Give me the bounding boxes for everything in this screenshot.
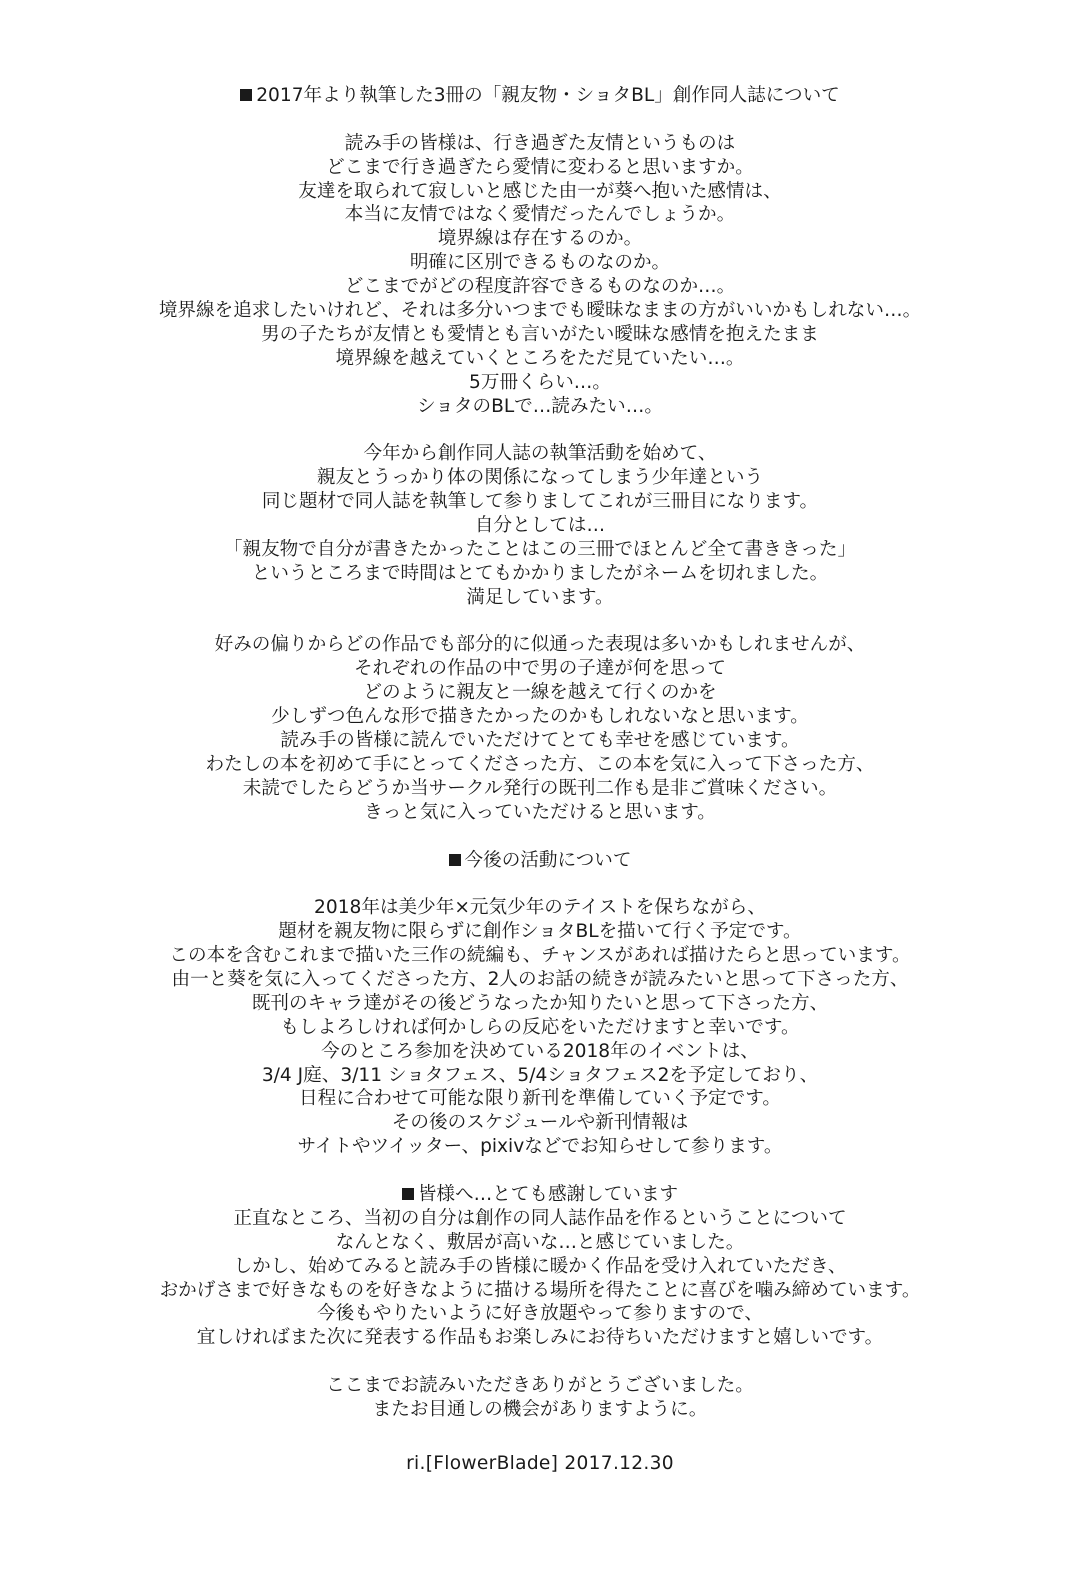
paragraph — [0, 132, 1080, 419]
text-line: 親友とうっかり体の関係になってしまう少年達という — [316, 467, 764, 489]
text-line: 正直なところ、当初の自分は創作の同人誌作品を作るということについて — [233, 1207, 847, 1229]
text-line: 自分としては… — [474, 515, 606, 537]
text-line: きっと気に入っていただけると思います。 — [364, 801, 716, 823]
section-heading — [0, 849, 1080, 873]
text-line: わたしの本を初めて手にとってくださった方、この本を気に入って下さった方、 — [205, 753, 875, 775]
text-line: 「親友物で自分が書きたかったことはこの三冊でほとんど全て書ききった」 — [223, 538, 857, 560]
text-line: 男の子たちが友情とも愛情とも言いがたい曖昧な感情を抱えたまま — [261, 323, 819, 345]
text-line: 今年から創作同人誌の執筆活動を始めて、 — [363, 443, 717, 465]
section-heading — [0, 84, 1080, 108]
text-line: 友達を取られて寂しいと感じた由一が葵へ抱いた感情は、 — [298, 180, 782, 202]
text-line: ここまでお読みいただきありがとうございました。 — [326, 1375, 754, 1397]
text-line: サイトやツイッター、pixivなどでお知らせして参ります。 — [297, 1136, 783, 1158]
text-line: どこまでがどの程度許容できるものなのか…。 — [344, 276, 736, 298]
text-line: 未読でしたらどうか当サークル発行の既刊二作も是非ご賞味ください。 — [242, 777, 838, 799]
text-line: しかし、始めてみると読み手の皆様に暖かく作品を受け入れていただき、 — [233, 1255, 847, 1277]
section-heading — [0, 1183, 1080, 1207]
square-bullet-icon — [240, 89, 252, 101]
section-heading-text: 今後の活動について — [464, 849, 632, 871]
heading-gap — [0, 108, 1080, 132]
signature-gap — [0, 1422, 1080, 1446]
square-bullet-icon — [449, 854, 461, 866]
text-line: またお目通しの機会がありますように。 — [372, 1398, 708, 1420]
text-line: 本当に友情ではなく愛情だったんでしょうか。 — [344, 204, 736, 226]
text-line: 今後もやりたいように好き放題やって参りますので、 — [317, 1303, 763, 1325]
text-line: 少しずつ色んな形で描きたかったのかもしれないなと思います。 — [271, 706, 809, 728]
signature: ri.[FlowerBlade] 2017.12.30 — [406, 1452, 674, 1474]
paragraph — [0, 633, 1080, 824]
text-line: 読み手の皆様に読んでいただけてとても幸せを感じています。 — [280, 730, 800, 752]
paragraph-gap — [0, 418, 1080, 442]
text-line: 2018年は美少年×元気少年のテイストを保ちながら、 — [314, 897, 766, 919]
section-gap — [0, 1159, 1080, 1183]
section-gap — [0, 825, 1080, 849]
text-line: 日程に合わせて可能な限り新刊を準備していく予定です。 — [299, 1088, 781, 1110]
text-line: 5万冊くらい…。 — [469, 371, 611, 393]
text-line: この本を含むこれまで描いた三作の続編も、チャンスがあれば描けたらと思っています。 — [169, 945, 911, 967]
paragraph — [0, 1207, 1080, 1350]
paragraph — [0, 896, 1080, 1159]
text-line: おかげさまで好きなものを好きなように描ける場所を得たことに喜びを噛み締めています。 — [159, 1279, 921, 1301]
paragraph-gap — [0, 1350, 1080, 1374]
paragraph — [0, 442, 1080, 609]
section-heading-text: 2017年より執筆した3冊の「親友物・ショタBL」創作同人誌について — [256, 85, 840, 106]
text-line: その後のスケジュールや新刊情報は — [391, 1112, 689, 1134]
text-line: それぞれの作品の中で男の子達が何を思って — [354, 658, 726, 680]
text-line: ショタのBLで…読みたい…。 — [417, 395, 663, 417]
text-line: 境界線を越えていくところをただ見ていたい…。 — [335, 347, 745, 369]
text-line: 由一と葵を気に入ってくださった方、2人のお話の続きが読みたいと思って下さった方、 — [171, 968, 909, 990]
text-line: 満足しています。 — [466, 586, 614, 608]
afterword-body — [0, 84, 1080, 1446]
text-line: どのように親友と一線を越えて行くのかを — [363, 682, 717, 704]
heading-gap — [0, 872, 1080, 896]
text-line: 宜しければまた次に発表する作品もお楽しみにお待ちいただけますと嬉しいです。 — [196, 1327, 884, 1349]
text-line: 境界線は存在するのか。 — [437, 228, 643, 250]
text-line: 今のところ参加を決めている2018年のイベントは、 — [321, 1040, 759, 1062]
text-line: どこまで行き過ぎたら愛情に変わると思いますか。 — [326, 156, 754, 178]
text-line: なんとなく、敷居が高いな…と感じていました。 — [335, 1231, 745, 1253]
text-line: 境界線を追求したいけれど、それは多分いつまでも曖昧なままの方がいいかもしれない…。 — [158, 300, 922, 322]
text-line: 題材を親友物に限らずに創作ショタBLを描いて行く予定です。 — [278, 921, 802, 943]
square-bullet-icon — [402, 1188, 414, 1200]
text-line: 3/4 J庭、3/11 ショタフェス、5/4ショタフェス2を予定しており、 — [261, 1064, 819, 1086]
paragraph-gap — [0, 610, 1080, 634]
text-line: 同じ題材で同人誌を執筆して参りましてこれが三冊目になります。 — [261, 491, 819, 513]
text-line: もしよろしければ何かしらの反応をいただけますと幸いです。 — [280, 1016, 800, 1038]
text-line: 読み手の皆様は、行き過ぎた友情というものは — [344, 132, 736, 154]
text-line: 好みの偏りからどの作品でも部分的に似通った表現は多いかもしれませんが、 — [214, 634, 866, 656]
text-line: 明確に区別できるものなのか。 — [409, 252, 671, 274]
section-heading-text: 皆様へ…とても感謝しています — [417, 1183, 679, 1205]
text-line: というところまで時間はとてもかかりましたがネームを切れました。 — [251, 562, 829, 584]
text-line: 既刊のキャラ達がその後どうなったか知りたいと思って下さった方、 — [251, 992, 829, 1014]
paragraph — [0, 1374, 1080, 1422]
